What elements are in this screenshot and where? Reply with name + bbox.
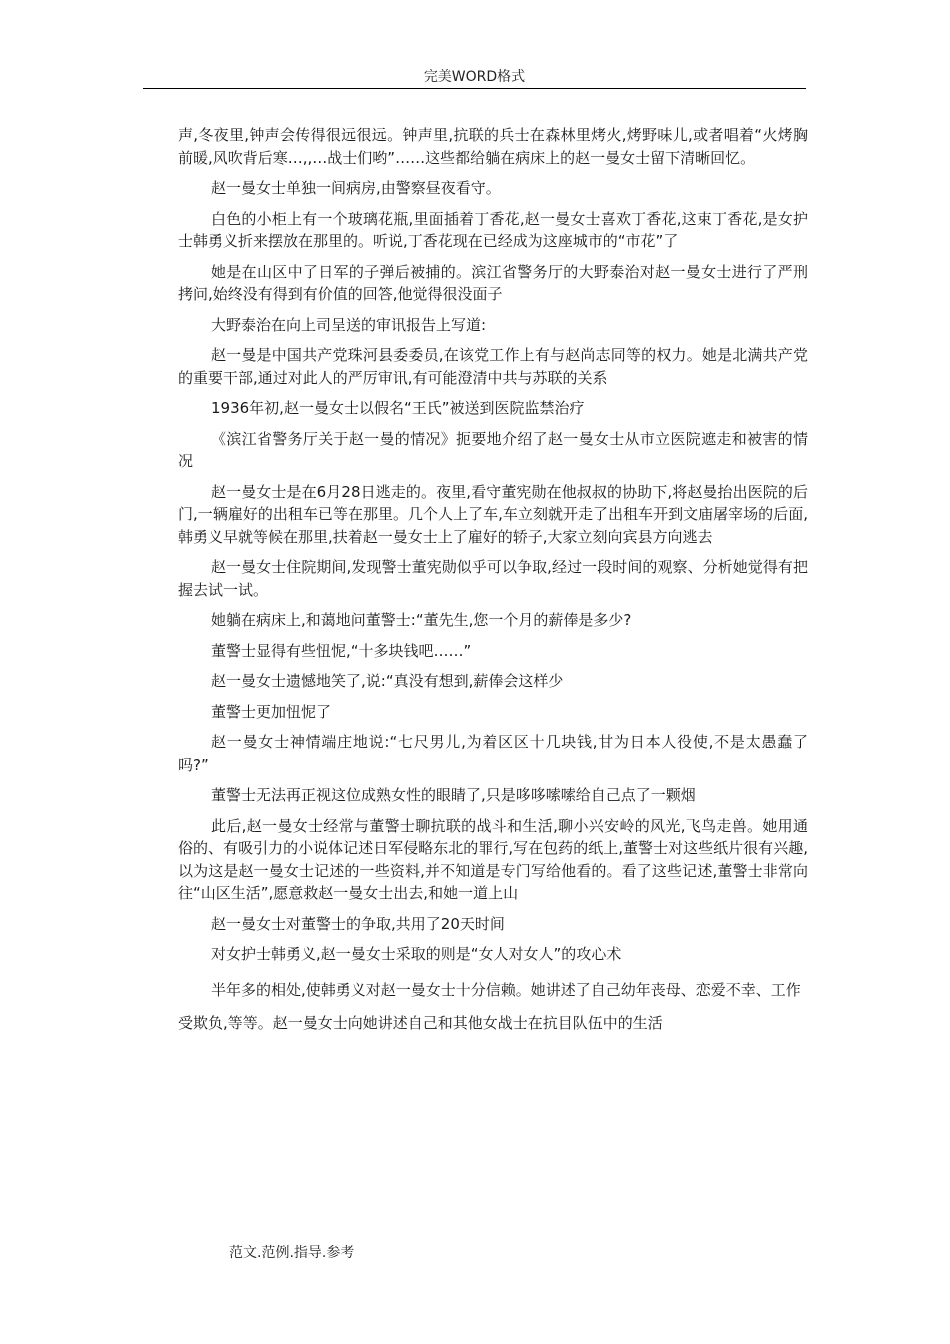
header-divider: [143, 88, 806, 89]
paragraph-15: 赵一曼女士神情端庄地说:“七尺男儿,为着区区十几块钱,甘为日本人役使,不是太愚蠢了吗?”: [178, 733, 808, 774]
page-header: 完美WORD格式: [423, 69, 526, 85]
paragraph-8: 《滨江省警务厅关于赵一曼的情况》扼要地介绍了赵一曼女士从市立医院遮走和被害的情况: [178, 429, 808, 470]
paragraph-3: 白色的小柜上有一个玻璃花瓶,里面插着丁香花,赵一曼女士喜欢丁香花,这束丁香花,是女护士韩勇义折来摆放在那里的。听说,丁香花现在已经成为这座城市的“市花”了: [178, 209, 808, 250]
paragraph-5: 大野泰治在向上司呈送的审讯报告上写道:: [211, 315, 487, 334]
paragraph-16: 董警士无法再正视这位成熟女性的眼睛了,只是哆哆嗦嗦给自己点了一颗烟: [211, 786, 696, 804]
page-footer: 范文.范例.指导.参考: [229, 1245, 355, 1261]
paragraph-9: 赵一曼女士是在6月28日逃走的。夜里,看守董宪勋在他叔叔的协助下,将赵曼抬出医院的后门,一辆雇好的出租车已等在那里。几个人上了车,车立刻就开走了出租车开到文庙屠宰场的后面,韩勇义早就等候在那里,扶着赵一曼女士上了雇好的轿子,大家立刻向宾县方向逃去: [178, 482, 808, 546]
document-body: [178, 124, 808, 1040]
paragraph-11: 她躺在病床上,和蔼地问董警士:“董先生,您一个月的薪俸是多少?: [211, 611, 632, 629]
paragraph-14: 董警士更加忸怩了: [211, 702, 332, 721]
paragraph-13: 赵一曼女士遗憾地笑了,说:“真没有想到,薪俸会这样少: [211, 672, 564, 690]
paragraph-7: 1936年初,赵一曼女士以假名“王氏”被送到医院监禁治疗: [211, 399, 585, 417]
paragraph-17: 此后,赵一曼女士经常与董警士聊抗联的战斗和生活,聊小兴安岭的风光,飞鸟走兽。她用通俗的、有吸引力的小说体记述日军侵略东北的罪行,写在包药的纸上,董警士对这些纸片很有兴趣,以为这是赵一曼女士记述的一些资料,并不知道是专门写给他看的。看了这些记述,董警士非常向往“山区生活”,愿意救赵一曼女士出去,和她一道上山: [178, 816, 808, 902]
paragraph-20: 半年多的相处,使韩勇义对赵一曼女士十分信赖。她讲述了自己幼年丧母、恋爱不幸、工作受欺负,等等。赵一曼女士向她讲述自己和其他女战士在抗目队伍中的生活: [178, 980, 801, 1032]
paragraph-10: 赵一曼女士住院期间,发现警士董宪勋似乎可以争取,经过一段时间的观察、分析她觉得有把握去试一试。: [178, 558, 808, 599]
paragraph-6: 赵一曼是中国共产党珠河县委委员,在该党工作上有与赵尚志同等的权力。她是北满共产党的重要干部,通过对此人的严厉审讯,有可能澄清中共与苏联的关系: [178, 346, 808, 387]
paragraph-2: 赵一曼女士单独一间病房,由警察昼夜看守。: [211, 179, 501, 197]
paragraph-18: 赵一曼女士对董警士的争取,共用了20天时间: [211, 914, 505, 933]
paragraph-12: 董警士显得有些忸怩,“十多块钱吧……”: [211, 641, 472, 660]
paragraph-4: 她是在山区中了日军的子弹后被捕的。滨江省警务厅的大野泰治对赵一曼女士进行了严刑拷问,始终没有得到有价值的回答,他觉得很没面子: [178, 262, 808, 303]
paragraph-19: 对女护士韩勇义,赵一曼女士采取的则是“女人对女人”的攻心术: [211, 945, 622, 963]
paragraph-1: 声,冬夜里,钟声会传得很远很远。钟声里,抗联的兵士在森林里烤火,烤野味儿,或者唱着“火烤胸前暖,风吹背后寒…,,…战士们哟”……这些都给躺在病床上的赵一曼女士留下清晰回忆。: [178, 126, 808, 167]
